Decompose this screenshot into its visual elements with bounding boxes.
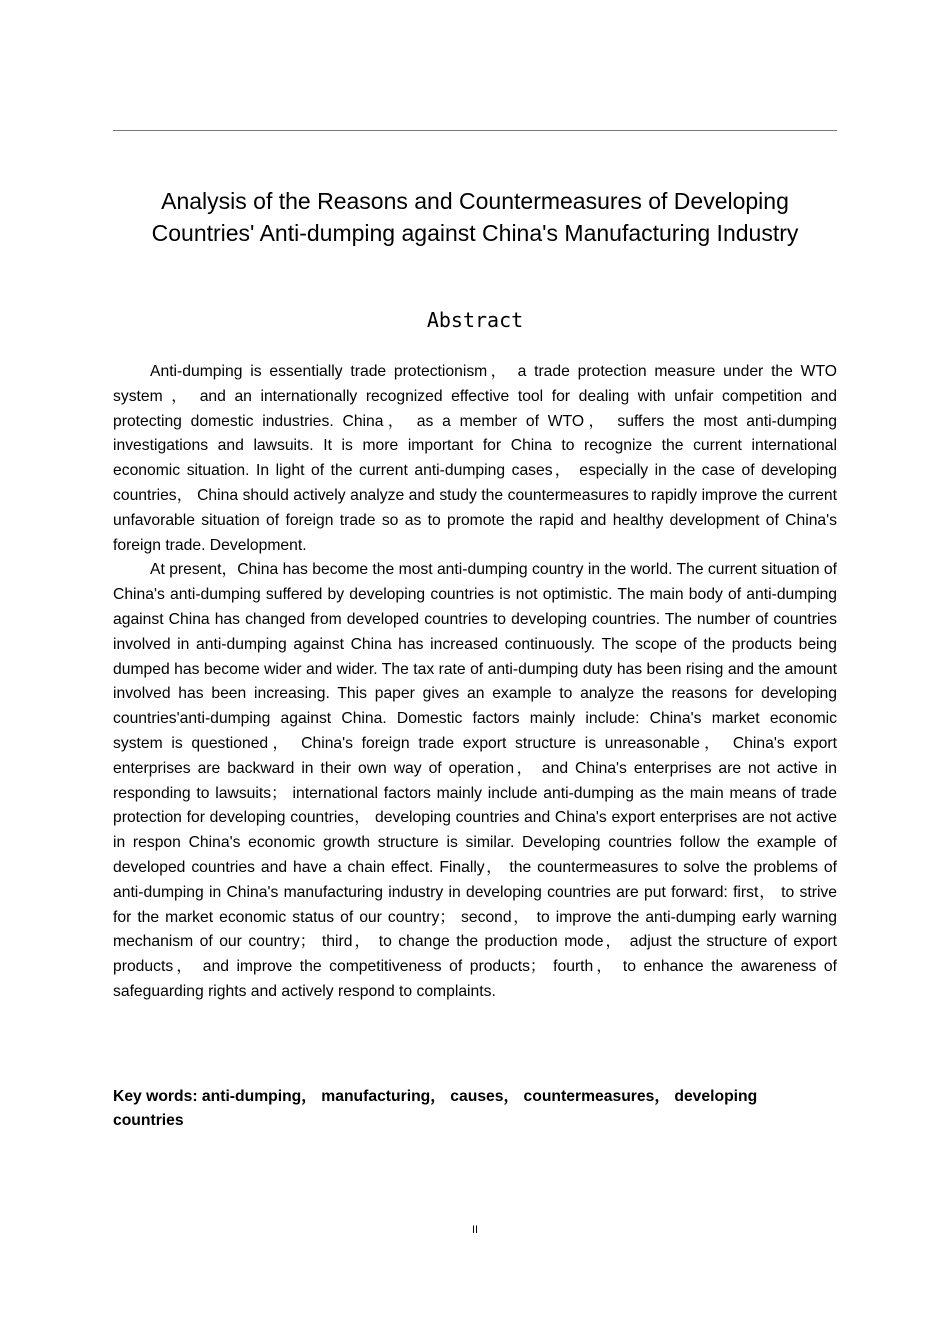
keywords: Key words: anti-dumping， manufacturing， causes， countermeasures， developing countries (113, 1088, 758, 1129)
title-line-2: Countries' Anti-dumping against China's Manufacturing Industry (151, 220, 799, 246)
abstract-heading: Abstract (426, 308, 524, 332)
abstract-paragraph-2: At present，China has become the most anti-dumping country in the world. The current situation of China's anti-dumping suffered by developing countries is not optimistic. The main body of anti-dumping against China has changed from developed countries to developing countries. The number of countries involved in anti-dumping against China has increased continuously. The scope of the products being dumped has become wider and wider. The tax rate of anti-dumping duty has been rising and the amount involved has been increasing. This paper gives an example to analyze the reasons for developing countries'anti-dumping against China. Domestic factors mainly include: China's market economic system is questioned， China's foreign trade export structure is unreasonable， China's export enterprises are backward in their own way of operation， and China's enterprises are not active in responding to lawsuits； international factors mainly include anti-dumping as the main means of trade protection for developing countries， developing countries and China's export enterprises are not active in respon China's economic growth structure is similar. Developing countries follow the example of developed countries and have a chain effect. Finally， the countermeasures to solve the problems of anti-dumping in China's manufacturing industry in developing countries are put forward: first， to strive for the market economic status of our country； second， to improve the anti-dumping early warning mechanism of our country； third， to change the production mode， adjust the structure of export products， and improve the competitiveness of products； fourth， to enhance the awareness of safeguarding rights and actively respond to complaints. (113, 561, 837, 1000)
header-rule (113, 130, 837, 131)
abstract-body (113, 360, 837, 1005)
title-line-1: Analysis of the Reasons and Countermeasures of Developing (161, 188, 789, 214)
abstract-paragraph-1: Anti-dumping is essentially trade protectionism， a trade protection measure under the WTO system ， and an internationally recognized effective tool for dealing with unfair competition and protecting domestic industries. China， as a member of WTO， suffers the most anti-dumping investigations and lawsuits. It is more important for China to recognize the current international economic situation. In light of the current anti-dumping cases， especially in the case of developing countries， China should actively analyze and study the countermeasures to rapidly improve the current unfavorable situation of foreign trade so as to promote the rapid and healthy development of China's foreign trade. Development. (113, 363, 837, 554)
page-number: II (471, 1224, 479, 1236)
document-title (113, 185, 837, 249)
